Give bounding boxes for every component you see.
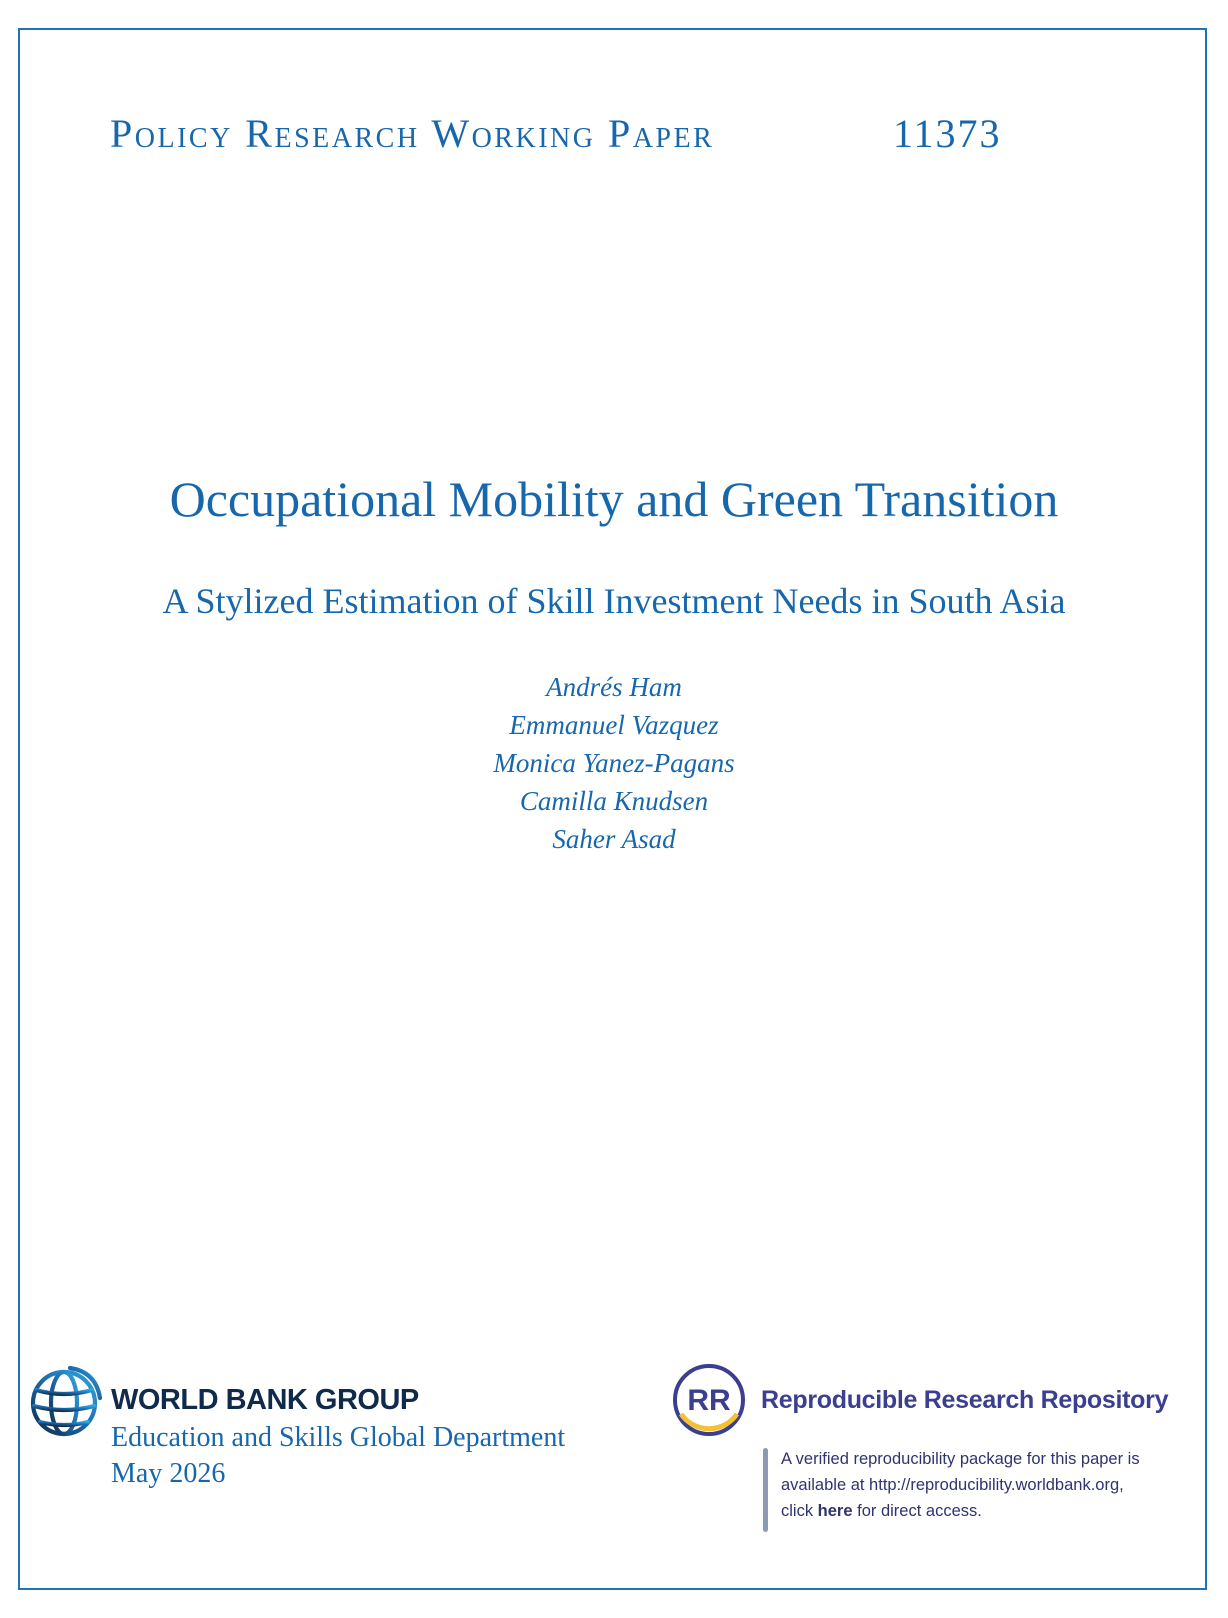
author-list — [0, 668, 1228, 858]
paper-number: 11373 — [893, 111, 1002, 156]
rrr-logo-letters: RR — [687, 1384, 731, 1417]
author-name: Saher Asad — [552, 824, 676, 854]
author-name: Monica Yanez-Pagans — [493, 748, 735, 778]
reproducibility-package-link[interactable]: here — [817, 1502, 853, 1520]
rrr-text-suffix: for direct access. — [852, 1502, 982, 1520]
paper-subtitle: A Stylized Estimation of Skill Investment Needs in South Asia — [162, 581, 1066, 621]
rrr-text-line: A verified reproducibility package for this paper is — [781, 1450, 1140, 1468]
rrr-text-line: available at http://reproducibility.worldbank.org, — [781, 1476, 1124, 1494]
rrr-divider — [763, 1448, 768, 1532]
series-label: Policy Research Working Paper — [110, 111, 715, 156]
world-bank-globe-icon — [26, 1362, 104, 1440]
publication-date: May 2026 — [111, 1458, 226, 1489]
rrr-name: Reproducible Research Repository — [761, 1386, 1169, 1414]
author-name: Emmanuel Vazquez — [509, 710, 719, 740]
author-name: Andrés Ham — [546, 672, 682, 702]
rrr-description — [781, 1446, 1191, 1524]
author-name: Camilla Knudsen — [519, 786, 709, 816]
rrr-text-line — [781, 1498, 1191, 1524]
rrr-logo-icon — [671, 1362, 747, 1438]
organization-name: WORLD BANK GROUP — [111, 1384, 419, 1416]
rrr-text-prefix: click — [781, 1502, 818, 1520]
paper-title: Occupational Mobility and Green Transition — [169, 471, 1059, 527]
department-name: Education and Skills Global Department — [111, 1422, 566, 1453]
